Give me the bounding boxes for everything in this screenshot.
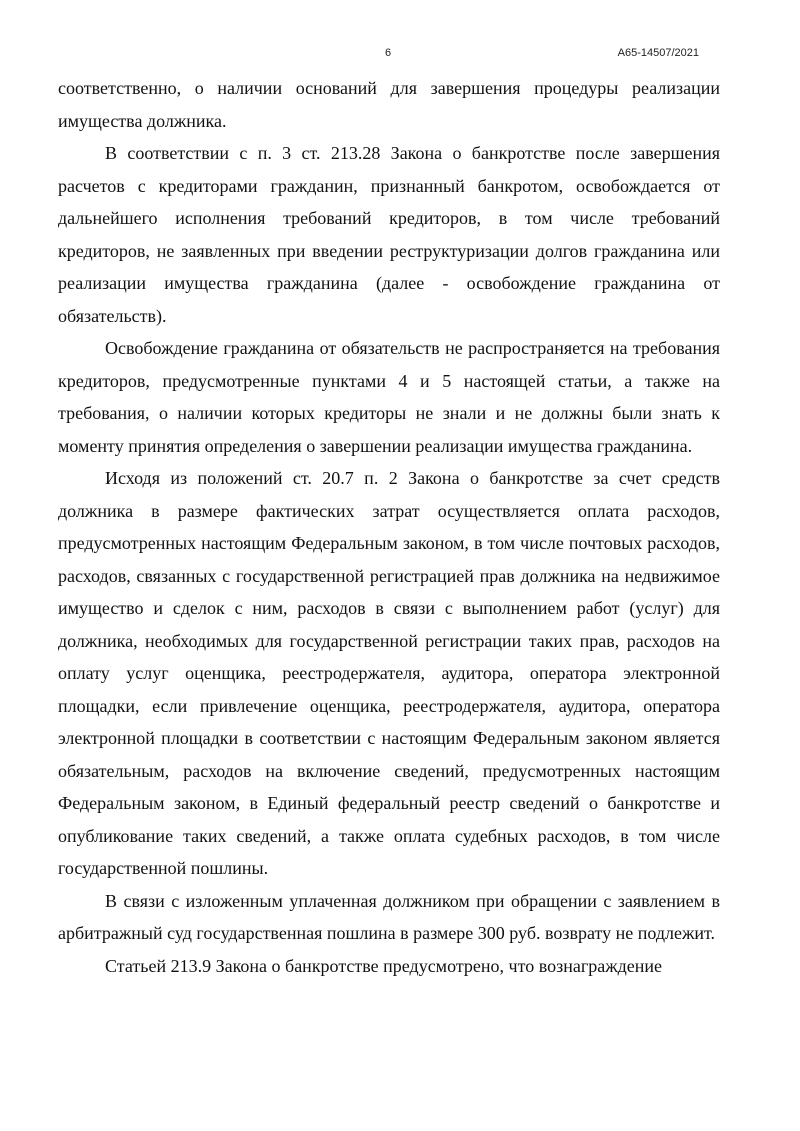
paragraph-state-fee: В связи с изложенным уплаченная должником при обращении с заявлением в арбитражный суд государственная пошлина в размере 300 руб. возврату не подлежит. — [58, 890, 720, 943]
paragraph-release-exceptions: Освобождение гражданина от обязательств не распространяется на требования кредиторов, предусмотренные пунктами 4 и 5 настоящей статьи, а также на требования, о наличии которых кредиторы не знали и не должны были знать к моменту принятия определения о завершении реализации имущества гражданина. — [58, 338, 720, 456]
case-number: А65-14507/2021 — [617, 47, 699, 59]
paragraph-remuneration: Статьей 213.9 Закона о банкротстве предусмотрено, что вознаграждение — [105, 955, 663, 976]
paragraph-continuation: соответственно, о наличии оснований для завершения процедуры реализации имущества должника. — [58, 78, 720, 131]
document-body — [58, 72, 720, 982]
paragraph-expenses: Исходя из положений ст. 20.7 п. 2 Закона о банкротстве за счет средств должника в размере фактических затрат осуществляется оплата расходов, предусмотренных настоящим Федеральным законом, в том числе почтовых расходов, расходов, связанных с государственной регистрацией прав должника на недвижимое имущество и сделок с ним, расходов в связи с выполнением работ (услуг) для должника, необходимых для государственной регистрации таких прав, расходов на оплату услуг оценщика, реестродержателя, аудитора, оператора электронной площадки, если привлечение оценщика, реестродержателя, аудитора, оператора электронной площадки в соответствии с настоящим Федеральным законом является обязательным, расходов на включение сведений, предусмотренных настоящим Федеральным законом, в Единый федеральный реестр сведений о банкротстве и опубликование таких сведений, а также оплата судебных расходов, в том числе государственной пошлины. — [58, 468, 720, 878]
page-number: 6 — [385, 47, 392, 59]
paragraph-release-from-obligations: В соответствии с п. 3 ст. 213.28 Закона о банкротстве после завершения расчетов с кредиторами гражданин, признанный банкротом, освобождается от дальнейшего исполнения требований кредиторов, в том числе требований кредиторов, не заявленных при введении реструктуризации долгов гражданина или реализации имущества гражданина (далее - освобождение гражданина от обязательств). — [58, 143, 720, 326]
